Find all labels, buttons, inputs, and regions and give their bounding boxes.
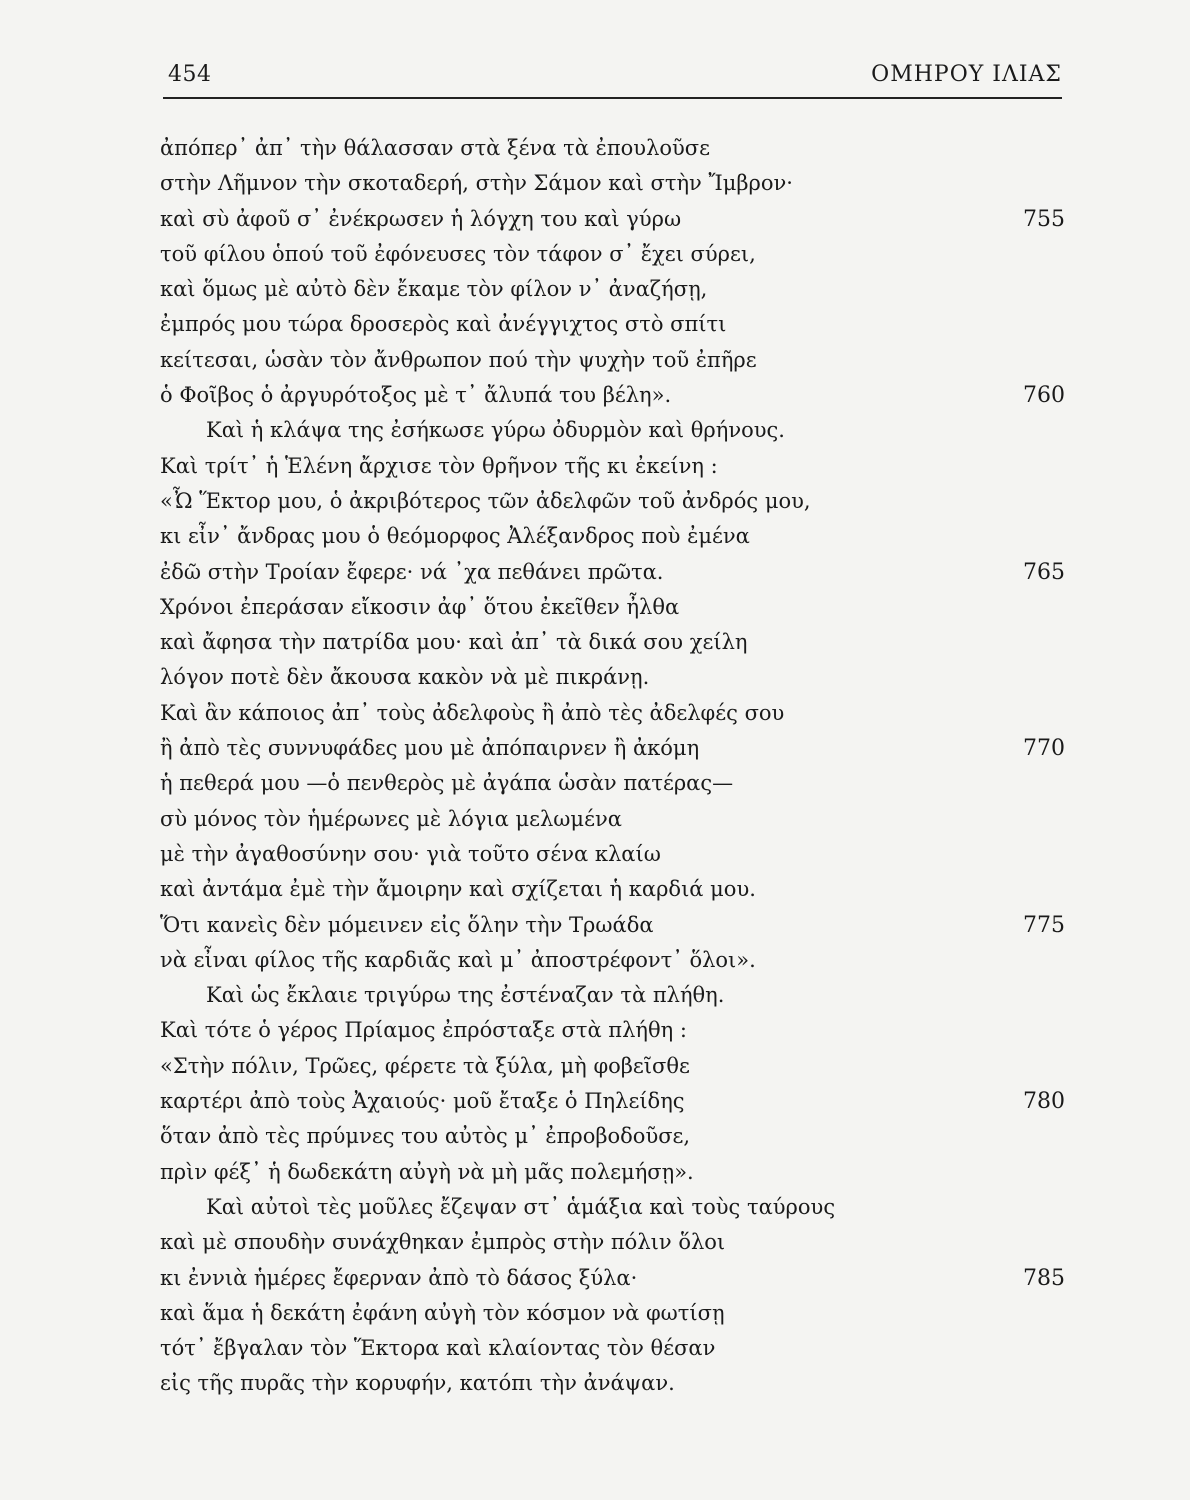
verse-line <box>160 555 1065 590</box>
verse-line <box>160 1119 1065 1154</box>
verse-text: Καὶ ἂν κάποιος ἀπ᾽ τοὺς ἀδελφοὺς ἢ ἀπὸ τὲς ἀδελφές σου <box>160 700 785 725</box>
verse-line <box>160 978 1065 1013</box>
verse-text: μὲ τὴν ἀγαθοσύνην σου· γιὰ τοῦτο σένα κλαίω <box>160 841 661 866</box>
verse-text: Καὶ ἡ κλάψα της ἐσήκωσε γύρω ὀδυρμὸν καὶ θρήνους. <box>206 418 785 443</box>
verse-line <box>160 378 1065 413</box>
page-number: 454 <box>168 62 212 87</box>
verse-line <box>160 131 1065 166</box>
verse-text: ἐμπρός μου τώρα δροσερὸς καὶ ἀνέγγιχτος στὸ σπίτι <box>160 312 727 337</box>
verse-line <box>160 237 1065 272</box>
verse-line <box>160 413 1065 448</box>
verse-text: ἀπόπερ᾽ ἀπ᾽ τὴν θάλασσαν στὰ ξένα τὰ ἐπουλοῦσε <box>160 136 710 160</box>
verse-text: «Ὦ Ἕκτορ μου, ὁ ἀκριβότερος τῶν ἀδελφῶν τοῦ ἀνδρός μου, <box>160 488 811 513</box>
verse-text: «Στὴν πόλιν, Τρῶες, φέρετε τὰ ξύλα, μὴ φοβεῖσθε <box>160 1053 690 1078</box>
verse-line <box>160 1296 1065 1331</box>
line-number: 775 <box>1023 912 1065 938</box>
verse-text: στὴν Λῆμνον τὴν σκοταδερή, στὴν Σάμον καὶ στὴν Ἴμβρον· <box>160 171 793 196</box>
verse-line <box>160 202 1065 237</box>
verse-text: ὁ Φοῖβος ὁ ἀργυρότοξος μὲ τ᾽ ἄλυπά του βέλη». <box>160 383 672 408</box>
verse-line <box>160 660 1065 695</box>
verse-line <box>160 484 1065 519</box>
verse-line <box>160 908 1065 943</box>
verse-text: Καὶ τρίτ᾽ ἡ Ἑλένη ἄρχισε τὸν θρῆνον τῆς κι ἐκείνη : <box>160 453 718 478</box>
verse-text: ἡ πεθερά μου —ὁ πενθερὸς μὲ ἀγάπα ὡσὰν πατέρας— <box>160 771 734 796</box>
line-number: 755 <box>1023 206 1065 232</box>
verse-text: ὅταν ἀπὸ τὲς πρύμνες του αὐτὸς μ᾽ ἐπροβοδοῦσε, <box>160 1124 691 1149</box>
verse-line <box>160 872 1065 907</box>
verse-text: νὰ εἶναι φίλος τῆς καρδιᾶς καὶ μ᾽ ἀποστρέφοντ᾽ ὅλοι». <box>160 947 756 972</box>
verse-line <box>160 802 1065 837</box>
verse-text: καὶ ἄφησα τὴν πατρίδα μου· καὶ ἀπ᾽ τὰ δικά σου χείλη <box>160 630 748 655</box>
verse-line <box>160 590 1065 625</box>
line-number: 760 <box>1023 383 1065 409</box>
verse-text: κι ἐννιὰ ἡμέρες ἔφερναν ἀπὸ τὸ δάσος ξύλα· <box>160 1265 638 1290</box>
verse-text: λόγον ποτὲ δὲν ἄκουσα κακὸν νὰ μὲ πικράνῃ. <box>160 665 650 690</box>
verse-text: ἢ ἀπὸ τὲς συννυφάδες μου μὲ ἀπόπαιρνεν ἢ ἀκόμη <box>160 736 700 761</box>
verse-line <box>160 1331 1065 1366</box>
verse-text: Καὶ τότε ὁ γέρος Πρίαμος ἐπρόσταξε στὰ πλήθη : <box>160 1018 687 1043</box>
verse-text: καὶ σὺ ἀφοῦ σ᾽ ἐνέκρωσεν ἡ λόγχη του καὶ γύρω <box>160 206 682 231</box>
verse-text: Καὶ ὡς ἔκλαιε τριγύρω της ἐστέναζαν τὰ πλήθη. <box>206 983 725 1008</box>
verse-line <box>160 1155 1065 1190</box>
verse-text: τότ᾽ ἔβγαλαν τὸν Ἕκτορα καὶ κλαίοντας τὸν θέσαν <box>160 1336 716 1361</box>
verse-line <box>160 943 1065 978</box>
verse-line <box>160 343 1065 378</box>
verse-text: κι εἶν᾽ ἄνδρας μου ὁ θεόμορφος Ἀλέξανδρος ποὺ ἐμένα <box>160 524 750 549</box>
verse-list <box>160 131 1065 1402</box>
line-number: 785 <box>1023 1265 1065 1291</box>
verse-text: καρτέρι ἀπὸ τοὺς Ἀχαιούς· μοῦ ἔταξε ὁ Πηλείδης <box>160 1089 685 1114</box>
verse-line <box>160 1084 1065 1119</box>
verse-text: καὶ ἅμα ἡ δεκάτη ἐφάνη αὐγὴ τὸν κόσμον νὰ φωτίσῃ <box>160 1300 725 1325</box>
running-title: ΟΜΗΡΟΥ ΙΛΙΑΣ <box>871 62 1062 87</box>
verse-line <box>160 1013 1065 1048</box>
verse-text: πρὶν φέξ᾽ ἡ δωδεκάτη αὐγὴ νὰ μὴ μᾶς πολεμήσῃ». <box>160 1159 694 1184</box>
page-header <box>160 62 1062 92</box>
line-number: 780 <box>1023 1089 1065 1115</box>
verse-line <box>160 449 1065 484</box>
verse-line <box>160 272 1065 307</box>
verse-text: κείτεσαι, ὡσὰν τὸν ἄνθρωπον πού τὴν ψυχὴν τοῦ ἐπῆρε <box>160 347 757 372</box>
verse-line <box>160 1190 1065 1225</box>
verse-line <box>160 519 1065 554</box>
verse-line <box>160 696 1065 731</box>
verse-line <box>160 1366 1065 1401</box>
header-rule <box>163 97 1062 99</box>
verse-text: Καὶ αὐτοὶ τὲς μοῦλες ἔζεψαν στ᾽ ἁμάξια καὶ τοὺς ταύρους <box>206 1194 836 1219</box>
verse-line <box>160 1225 1065 1260</box>
verse-text: καὶ ἀντάμα ἐμὲ τὴν ἄμοιρην καὶ σχίζεται ἡ καρδιά μου. <box>160 877 756 902</box>
line-number: 770 <box>1023 736 1065 762</box>
verse-line <box>160 625 1065 660</box>
verse-text: καὶ μὲ σπουδὴν συνάχθηκαν ἐμπρὸς στὴν πόλιν ὅλοι <box>160 1230 726 1255</box>
verse-line <box>160 766 1065 801</box>
verse-text: εἰς τῆς πυρᾶς τὴν κορυφήν, κατόπι τὴν ἀνάψαν. <box>160 1371 675 1396</box>
verse-line <box>160 837 1065 872</box>
verse-line <box>160 166 1065 201</box>
verse-text: καὶ ὅμως μὲ αὐτὸ δὲν ἔκαμε τὸν φίλον ν᾽ ἀναζήσῃ, <box>160 277 708 302</box>
line-number: 765 <box>1023 559 1065 585</box>
verse-text: Ὅτι κανεὶς δὲν μόμεινεν εἰς ὅλην τὴν Τρωάδα <box>160 912 654 937</box>
verse-line <box>160 1261 1065 1296</box>
verse-text: Χρόνοι ἐπεράσαν εἴκοσιν ἀφ᾽ ὅτου ἐκεῖθεν ἦλθα <box>160 594 680 619</box>
verse-text: τοῦ φίλου ὁπού τοῦ ἐφόνευσες τὸν τάφον σ᾽ ἔχει σύρει, <box>160 241 756 266</box>
verse-text: ἐδῶ στὴν Τροίαν ἔφερε· νά ᾽χα πεθάνει πρῶτα. <box>160 559 664 584</box>
verse-line <box>160 1049 1065 1084</box>
verse-line <box>160 731 1065 766</box>
verse-text: σὺ μόνος τὸν ἡμέρωνες μὲ λόγια μελωμένα <box>160 806 622 831</box>
verse-line <box>160 307 1065 342</box>
